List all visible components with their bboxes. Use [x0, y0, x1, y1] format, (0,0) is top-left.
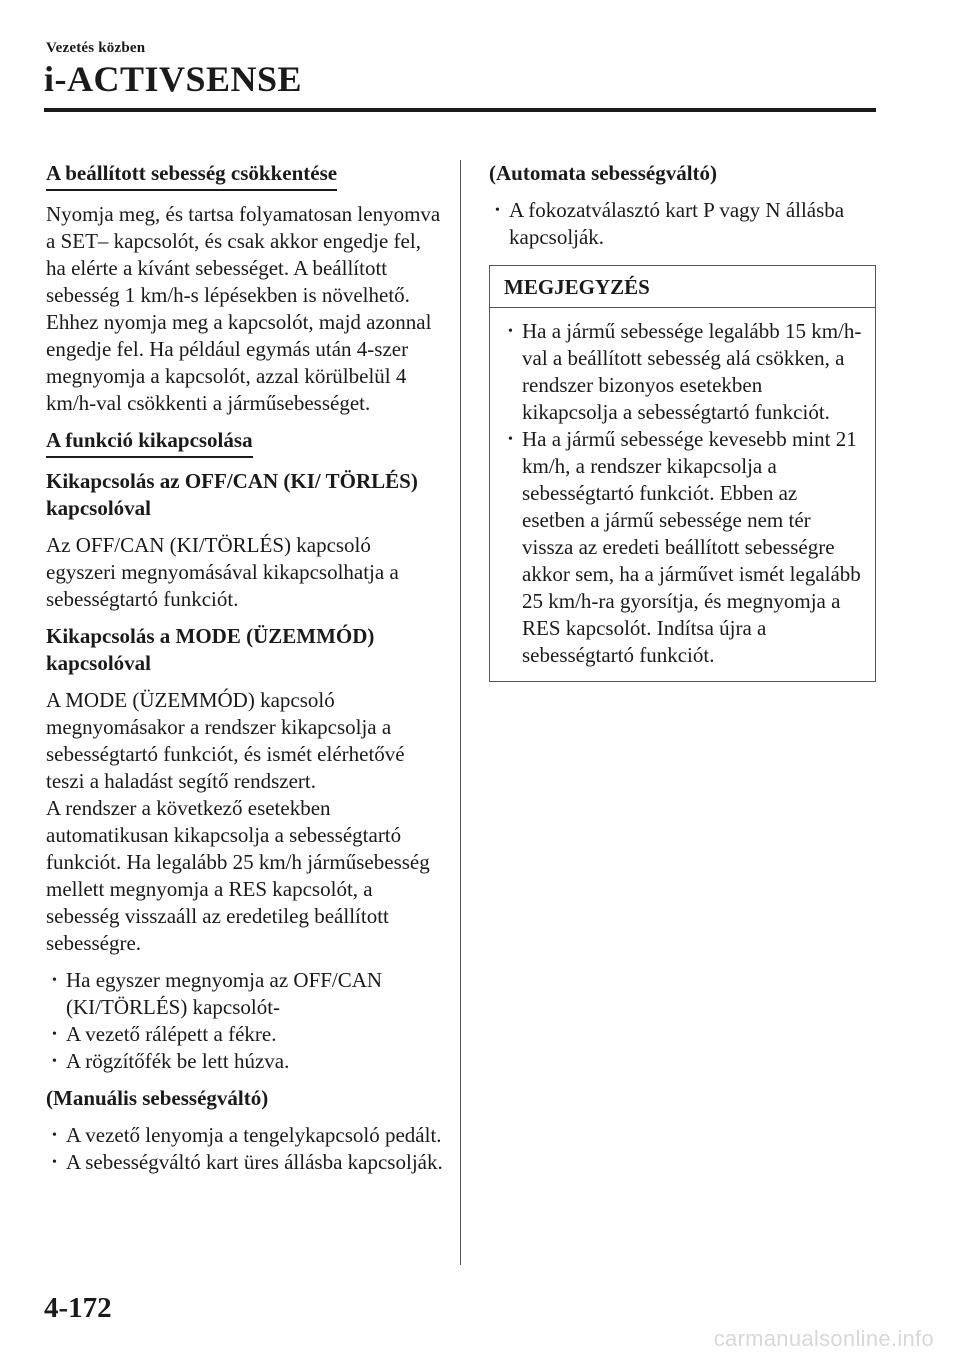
list-item: • A vezető rálépett a fékre.	[52, 1022, 277, 1046]
paragraph-mode-switch: A MODE (ÜZEMMÓD) kapcsoló megnyomásakor a rendszer kikapcsolja a sebességtartó funkciót, és ismét elérhetővé teszi a haladást segítő rendszert.	[46, 688, 405, 793]
list-item: • A fokozatválasztó kart P vagy N állásba kapcsolják.	[495, 198, 845, 249]
chapter-title: i-ACTIVSENSE	[44, 59, 303, 99]
column-divider	[460, 160, 461, 1265]
heading-mode-switch: Kikapcsolás a MODE (ÜZEMMÓD) kapcsolóval	[46, 624, 375, 675]
bullet-icon: •	[52, 1128, 57, 1143]
page-number: 4-172	[44, 1292, 112, 1324]
header-rule	[44, 108, 876, 112]
section-label: Vezetés közben	[46, 40, 146, 56]
list-item: • Ha egyszer megnyomja az OFF/CAN (KI/TÖRLÉS) kapcsolót-	[52, 968, 383, 1019]
paragraph-off-can: Az OFF/CAN (KI/TÖRLÉS) kapcsoló egyszeri megnyomásával kikapcsolhatja a sebességtartó funkciót.	[46, 533, 399, 611]
bullet-icon: •	[52, 1027, 57, 1042]
list-item: • A sebességváltó kart üres állásba kapcsolják.	[52, 1150, 443, 1174]
bullet-icon: •	[52, 1054, 57, 1069]
list-item: • A vezető lenyomja a tengelykapcsoló pedált.	[52, 1123, 442, 1147]
watermark: carmanualsonline.info	[713, 1326, 934, 1351]
bullet-list-automatic	[489, 197, 876, 251]
note-bullet-list	[502, 318, 863, 669]
bullet-icon: •	[508, 324, 513, 339]
bullet-icon: •	[508, 432, 513, 447]
bullet-list-manual	[46, 1122, 446, 1176]
note-box	[489, 265, 876, 682]
note-title: MEGJEGYZÉS	[490, 266, 875, 308]
bullet-icon: •	[52, 1155, 57, 1170]
heading-speed-decrease: A beállított sebesség csökkentése	[46, 160, 337, 191]
bullet-icon: •	[495, 203, 500, 218]
paragraph-speed-decrease: Nyomja meg, és tartsa folyamatosan lenyomva a SET– kapcsolót, és csak akkor engedje fel, ha elérte a kívánt sebességet. A beállított sebesség 1 km/h-s lépésekben is növelhető. Ehhez nyomja meg a kapcsolót, majd azonnal engedje fel. Ha például egymás után 4-szer megnyomja a kapcsolót, azzal körülbelül 4 km/h-val csökkenti a járműsebességet.	[46, 202, 441, 415]
left-column	[46, 160, 446, 1186]
list-item: • Ha a jármű sebessége legalább 15 km/h-val a beállított sebesség alá csökken, a rendszer bizonyos esetekben kikapcsolja a sebességtartó funkciót.	[508, 319, 862, 424]
list-item: • A rögzítőfék be lett húzva.	[52, 1049, 290, 1073]
heading-manual-transmission: (Manuális sebességváltó)	[46, 1086, 269, 1110]
bullet-icon: •	[52, 973, 57, 988]
heading-off-can: Kikapcsolás az OFF/CAN (KI/ TÖRLÉS) kapcsolóval	[46, 469, 418, 520]
note-body	[490, 308, 875, 681]
list-item: • Ha a jármű sebessége kevesebb mint 21 km/h, a rendszer kikapcsolja a sebességtartó funkciót. Ebben az esetben a jármű sebessége nem tér vissza az eredeti beállított sebességre akkor sem, ha a járművet ismét legalább 25 km/h-ra gyorsítja, és megnyomja a RES kapcsolót. Indítsa újra a sebességtartó funkciót.	[508, 427, 861, 667]
heading-automatic-transmission: (Automata sebességváltó)	[489, 161, 718, 185]
bullet-list-cancel-conditions	[46, 967, 446, 1075]
heading-function-off: A funkció kikapcsolása	[46, 427, 253, 458]
right-column	[489, 160, 876, 682]
paragraph-auto-cancel: A rendszer a következő esetekben automatikusan kikapcsolja a sebességtartó funkciót. Ha legalább 25 km/h járműsebesség mellett megnyomja a RES kapcsolót, a sebesség visszaáll az eredetileg beállított sebességre.	[46, 796, 430, 955]
